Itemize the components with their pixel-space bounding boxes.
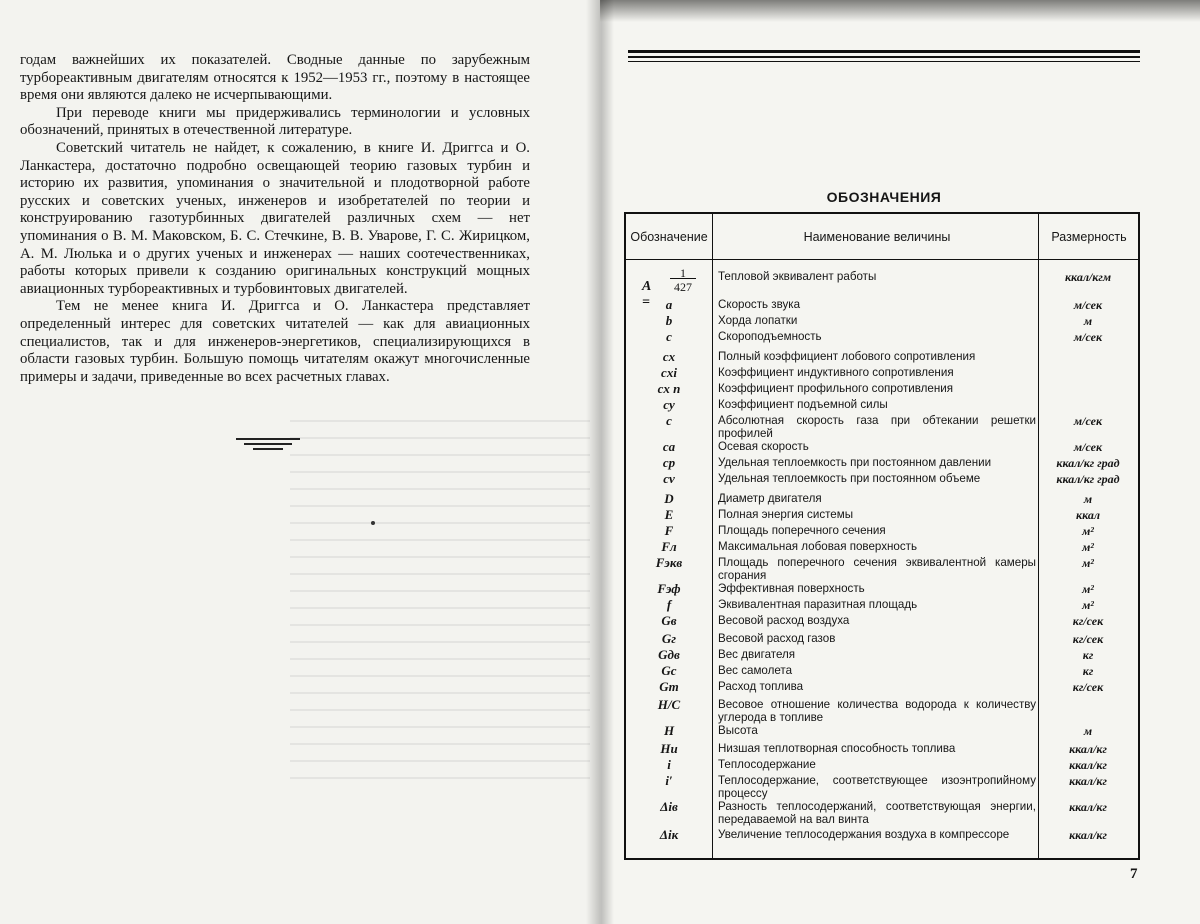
bleed-through-text (290, 420, 590, 780)
quantity-name-cell: Вес самолета (718, 664, 793, 677)
unit-cell: ккал/кгм (1064, 270, 1112, 284)
book-gutter (586, 0, 614, 924)
unit-cell: кг (1082, 648, 1094, 662)
unit-cell: м² (1082, 524, 1094, 538)
unit-cell: кг/сек (1072, 680, 1104, 694)
unit-cell: ккал/кг (1069, 828, 1107, 842)
quantity-name-cell: Коэффициент подъемной силы (718, 398, 888, 411)
quantity-name-cell: Площадь поперечного сечения эквивалентной камеры сгорания (718, 556, 1036, 582)
unit-cell: ккал/кг (1069, 774, 1107, 788)
symbol-cell: E (664, 507, 674, 522)
symbol-cell: ca (662, 439, 676, 454)
unit-cell: кг (1082, 664, 1094, 678)
symbol-cell: H (663, 723, 675, 738)
quantity-name-cell: Максимальная лобовая поверхность (718, 540, 918, 553)
symbol-cell: Δiк (659, 827, 679, 842)
unit-cell: м/сек (1073, 330, 1103, 344)
quantity-name-cell: Эквивалентная паразитная площадь (718, 598, 918, 611)
unit-cell: ккал/кг (1069, 742, 1107, 756)
unit-cell: м² (1082, 540, 1094, 554)
symbol-cell: i′ (665, 773, 673, 788)
quantity-name-cell: Площадь поперечного сечения (718, 524, 886, 537)
symbol-cell: cxi (661, 365, 677, 380)
quantity-name-cell: Полный коэффициент лобового сопротивления (718, 350, 976, 363)
unit-cell: м² (1082, 598, 1094, 612)
unit-cell: м/сек (1073, 298, 1103, 312)
quantity-name-cell: Удельная теплоемкость при постоянном давлении (718, 456, 992, 469)
fraction-bar (670, 278, 696, 279)
symbol-cell: Hи (660, 741, 678, 756)
unit-cell: ккал/кг (1069, 800, 1107, 814)
symbol-cell: Gг (661, 631, 677, 646)
page-number: 7 (1130, 866, 1138, 882)
symbol-cell: Fэкв (655, 555, 683, 570)
paragraph-2: При переводе книги мы придерживались терминологии и условных обозначений, принятых в отечественной литературе. (20, 104, 530, 139)
column-divider (712, 214, 713, 858)
unit-cell: ккал/кг (1069, 758, 1107, 772)
table-header (626, 214, 1138, 260)
quantity-name-cell: Весовой расход газов (718, 632, 836, 645)
symbol-cell: Gв (661, 613, 677, 628)
quantity-name-cell: Вес двигателя (718, 648, 796, 661)
quantity-name-cell: Эффективная поверхность (718, 582, 865, 595)
formula-lhs: A = (642, 279, 651, 310)
column-header-unit: Размерность (1051, 230, 1127, 244)
ink-speck (371, 521, 375, 525)
scan-shadow (600, 0, 1200, 22)
quantity-name-cell: Теплосодержание, соответствующее изоэнтропийному процессу (718, 774, 1036, 800)
paragraph-4: Тем не менее книга И. Дриггса и О. Ланкастера представляет определенный интерес для советских читателей — как для авиационных специалистов, так и для инженеров-энергетиков, специализирующихся в области газовых турбин. Большую помощь читателям окажут многочисленные примеры и задачи, приведенные во всех расчетных главах. (20, 298, 530, 385)
symbol-cell: cy (663, 397, 675, 412)
unit-cell: м/сек (1073, 414, 1103, 428)
unit-cell: м (1083, 314, 1093, 328)
symbol-cell: Gдв (658, 647, 680, 662)
quantity-name-cell: Коэффициент профильного сопротивления (718, 382, 953, 395)
quantity-name-cell: Абсолютная скорость газа при обтекании решетки профилей (718, 414, 1036, 440)
section-end-ornament (236, 438, 300, 453)
quantity-name-cell: Полная энергия системы (718, 508, 854, 521)
symbol-cell: Gт (659, 679, 679, 694)
quantity-name-cell: Разность теплосодержаний, соответствующая энергии, передаваемой на вал винта (718, 800, 1036, 826)
unit-cell: м (1083, 492, 1093, 506)
unit-cell: ккал (1075, 508, 1101, 522)
symbol-cell: f (666, 597, 672, 612)
paragraph-1: годам важнейших их показателей. Сводные данные по зарубежным турбореактивным двигателям относятся к 1952—1953 гг., поэтому в настоящее время они являются далеко не исчерпывающими. (20, 52, 530, 104)
quantity-name-cell: Скороподъемность (718, 330, 822, 343)
quantity-name-cell: Увеличение теплосодержания воздуха в компрессоре (718, 828, 1010, 841)
symbol-cell: cx п (657, 381, 681, 396)
symbol-cell: a (665, 297, 673, 312)
column-header-name: Наименование величины (803, 230, 951, 244)
symbol-cell: Gс (661, 663, 677, 678)
column-divider (1038, 214, 1039, 858)
page-heading: ОБОЗНАЧЕНИЯ (826, 189, 942, 205)
symbols-table (624, 212, 1140, 860)
unit-cell: ккал/кг град (1056, 456, 1120, 470)
quantity-name-cell: Хорда лопатки (718, 314, 798, 327)
symbol-cell: D (664, 491, 674, 506)
quantity-name-cell: Низшая теплотворная способность топлива (718, 742, 956, 755)
quantity-name-cell: Расход топлива (718, 680, 804, 693)
quantity-name-cell: Высота (718, 724, 758, 737)
quantity-name-cell: Тепловой эквивалент работы (718, 270, 877, 283)
quantity-name-cell: Теплосодержание (718, 758, 816, 771)
quantity-name-cell: Коэффициент индуктивного сопротивления (718, 366, 954, 379)
unit-cell: м² (1082, 582, 1094, 596)
symbol-cell: Fл (661, 539, 677, 554)
column-header-symbol: Обозначение (630, 230, 708, 244)
symbol-cell: H/C (657, 697, 681, 712)
symbol-cell: F (664, 523, 674, 538)
quantity-name-cell: Скорость звука (718, 298, 801, 311)
symbol-cell: cp (662, 455, 676, 470)
symbol-cell: b (665, 313, 673, 328)
quantity-name-cell: Диаметр двигателя (718, 492, 822, 505)
unit-cell: кг/сек (1072, 614, 1104, 628)
left-page-text (20, 52, 530, 386)
header-rules (628, 50, 1140, 65)
symbol-cell: Δiв (660, 799, 678, 814)
unit-cell: кг/сек (1072, 632, 1104, 646)
formula-numerator: 1 (680, 266, 686, 280)
unit-cell: м (1083, 724, 1093, 738)
symbol-cell: i (667, 757, 671, 772)
symbol-cell: c (666, 329, 672, 344)
unit-cell: м² (1082, 556, 1094, 570)
symbol-cell: Fэф (657, 581, 681, 596)
symbol-cell: cv (663, 471, 675, 486)
unit-cell: м/сек (1073, 440, 1103, 454)
paragraph-3: Советский читатель не найдет, к сожалению, в книге И. Дриггса и О. Ланкастера, достаточно подробно освещающей теорию газовых турбин и историю их развития, упоминания о значительной и плодотворной работе русских и советских ученых, инженеров и изобретателей по теории и конструированию газотурбинных двигателей различных схем — нет упоминания о В. М. Маковском, Б. С. Стечкине, В. В. Уварове, Г. С. Жирицком, А. М. Люлька и о других ученых и инженерах — наших соотечественниках, работы которых привели к созданию оригинальных конструкций мощных авиационных турбореактивных и турбовинтовых двигателей. (20, 139, 530, 297)
quantity-name-cell: Удельная теплоемкость при постоянном объеме (718, 472, 981, 485)
quantity-name-cell: Осевая скорость (718, 440, 809, 453)
formula-denominator: 427 (674, 280, 692, 294)
unit-cell: ккал/кг град (1056, 472, 1120, 486)
quantity-name-cell: Весовое отношение количества водорода к количеству углерода в топливе (718, 698, 1036, 724)
quantity-name-cell: Весовой расход воздуха (718, 614, 850, 627)
symbol-cell: cx (662, 349, 676, 364)
symbol-cell: c (666, 413, 672, 428)
